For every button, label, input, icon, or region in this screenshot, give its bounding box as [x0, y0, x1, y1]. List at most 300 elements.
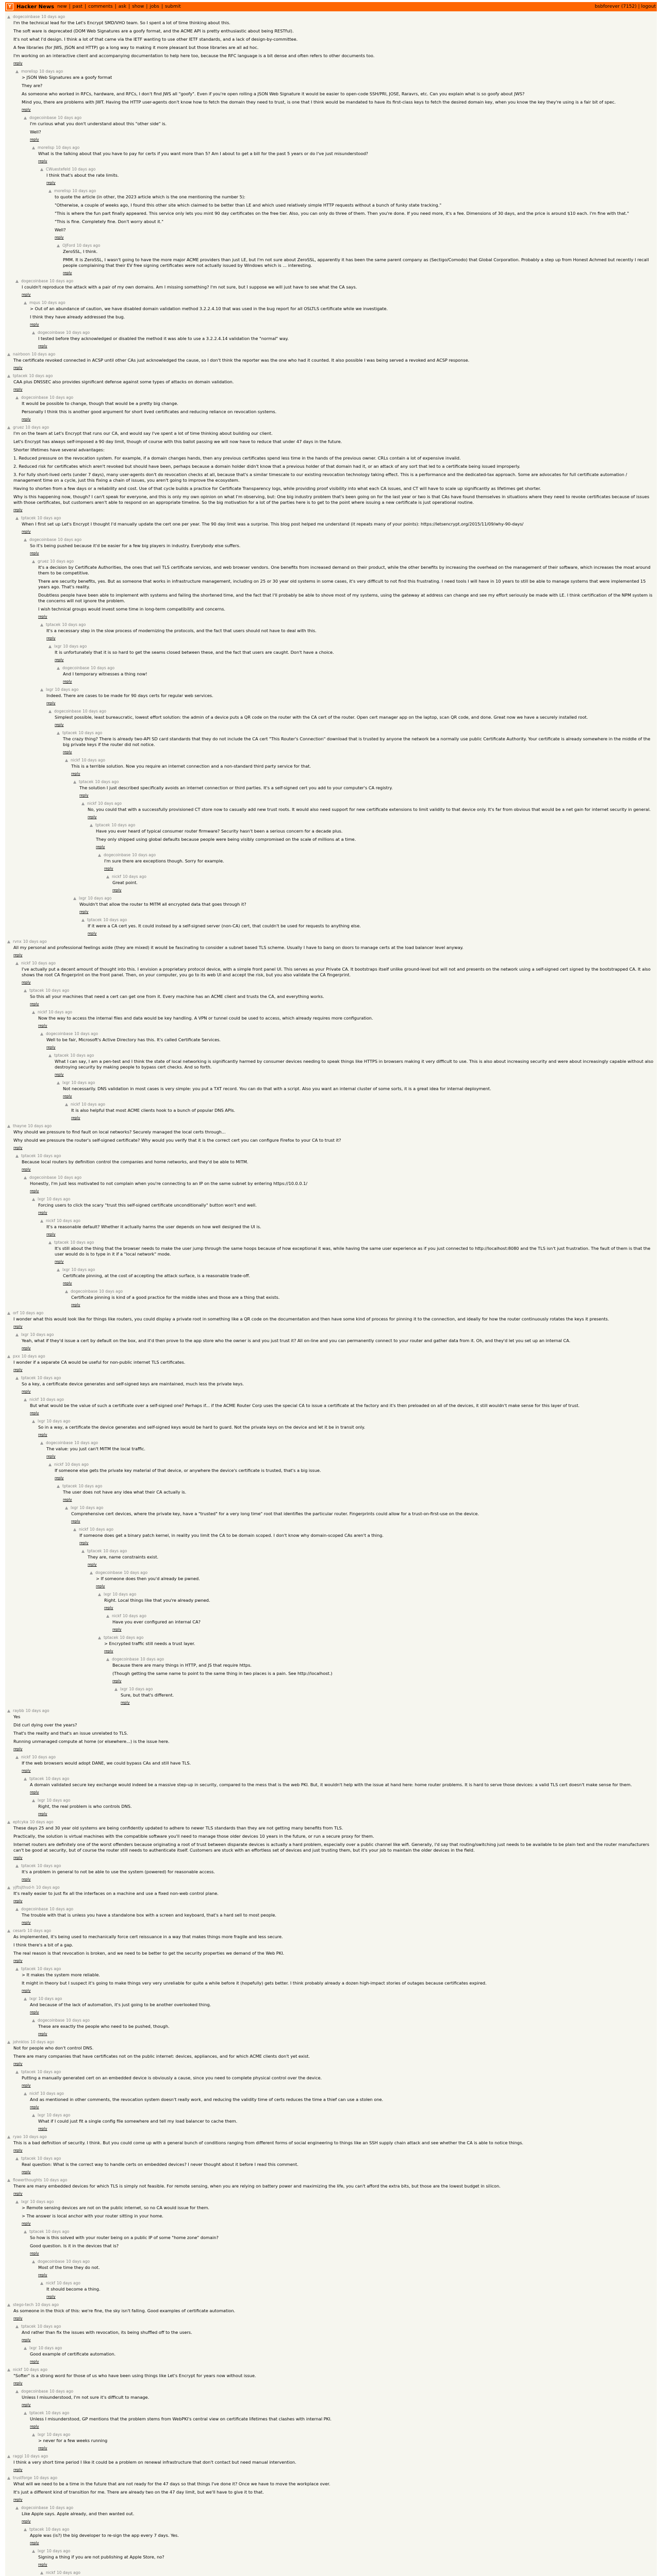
upvote-arrow-icon[interactable]: [24, 1176, 27, 1179]
reply-link[interactable]: reply: [88, 1563, 97, 1567]
comment-user[interactable]: mqus: [29, 300, 40, 305]
reply-link[interactable]: reply: [96, 845, 105, 849]
upvote-arrow-icon[interactable]: [7, 1929, 10, 1933]
upvote-arrow-icon[interactable]: [32, 2550, 35, 2553]
reply-link[interactable]: reply: [30, 2010, 39, 2014]
comment-user[interactable]: lxgr: [38, 2113, 45, 2117]
upvote-arrow-icon[interactable]: [7, 1125, 10, 1128]
comment-age[interactable]: 10 days ago: [55, 687, 79, 692]
comment-user[interactable]: tptacek: [21, 1376, 36, 1380]
comment-age[interactable]: 10 days ago: [50, 559, 74, 564]
reply-link[interactable]: reply: [13, 508, 23, 512]
reply-link[interactable]: reply: [71, 1519, 80, 1523]
comment-user[interactable]: lxgr: [38, 1419, 45, 1423]
upvote-arrow-icon[interactable]: [15, 1968, 19, 1971]
reply-link[interactable]: reply: [104, 1606, 113, 1610]
comment-age[interactable]: 10 days ago: [70, 1053, 94, 1058]
reply-link[interactable]: reply: [38, 1812, 47, 1816]
comment-age[interactable]: 10 days ago: [70, 1240, 94, 1245]
comment-age[interactable]: 10 days ago: [49, 395, 74, 400]
comment-age[interactable]: 10 days ago: [62, 622, 86, 627]
reply-link[interactable]: reply: [13, 61, 23, 65]
upvote-arrow-icon[interactable]: [90, 1571, 93, 1574]
upvote-arrow-icon[interactable]: [15, 517, 19, 520]
comment-age[interactable]: 10 days ago: [21, 1354, 45, 1359]
reply-link[interactable]: reply: [22, 2403, 31, 2407]
upvote-arrow-icon[interactable]: [57, 244, 60, 247]
upvote-arrow-icon[interactable]: [40, 1032, 43, 1036]
comment-user[interactable]: cesarb: [13, 1928, 26, 1933]
comment-age[interactable]: 10 days ago: [64, 1462, 89, 1467]
upvote-arrow-icon[interactable]: [7, 15, 10, 19]
reply-link[interactable]: reply: [46, 2295, 56, 2299]
upvote-arrow-icon[interactable]: [7, 1355, 10, 1358]
upvote-arrow-icon[interactable]: [90, 824, 93, 827]
comment-age[interactable]: 10 days ago: [49, 2389, 74, 2394]
upvote-arrow-icon[interactable]: [40, 623, 43, 626]
comment-age[interactable]: 10 days ago: [25, 425, 49, 430]
comment-user[interactable]: tptacek: [21, 1154, 36, 1158]
upvote-arrow-icon[interactable]: [15, 2200, 19, 2204]
comment-age[interactable]: 10 days ago: [30, 2199, 54, 2204]
reply-link[interactable]: reply: [38, 344, 47, 348]
upvote-arrow-icon[interactable]: [24, 116, 27, 120]
reply-link[interactable]: reply: [46, 636, 56, 640]
comment-user[interactable]: dogecoinbase: [21, 279, 48, 283]
comment-user[interactable]: lxgr: [120, 1687, 128, 1691]
comment-age[interactable]: 10 days ago: [37, 1154, 61, 1158]
upvote-arrow-icon[interactable]: [32, 560, 35, 563]
reply-link[interactable]: reply: [38, 1433, 47, 1437]
reply-link[interactable]: reply: [30, 2251, 39, 2256]
reply-link[interactable]: reply: [30, 138, 39, 142]
comment-user[interactable]: tptacek: [21, 2156, 36, 2161]
upvote-arrow-icon[interactable]: [98, 1636, 101, 1639]
upvote-arrow-icon[interactable]: [7, 940, 10, 943]
comment-user[interactable]: johnklos: [13, 2040, 29, 2044]
comment-user[interactable]: lxgr: [104, 1592, 111, 1597]
comment-age[interactable]: 10 days ago: [124, 1570, 148, 1575]
upvote-arrow-icon[interactable]: [7, 426, 10, 429]
y-logo-icon[interactable]: Y: [6, 3, 13, 10]
reply-link[interactable]: reply: [22, 1989, 31, 1993]
comment-age[interactable]: 10 days ago: [58, 537, 82, 542]
comment-age[interactable]: 10 days ago: [38, 2346, 62, 2350]
upvote-arrow-icon[interactable]: [65, 1103, 68, 1106]
upvote-arrow-icon[interactable]: [15, 396, 19, 399]
comment-user[interactable]: tptacek: [54, 1053, 69, 1058]
reply-link[interactable]: reply: [55, 1073, 64, 1077]
reply-link[interactable]: reply: [121, 1701, 130, 1705]
comment-age[interactable]: 10 days ago: [37, 1863, 61, 1868]
upvote-arrow-icon[interactable]: [15, 2390, 19, 2393]
comment-user[interactable]: dogecoinbase: [13, 14, 40, 19]
comment-user[interactable]: tptacek: [29, 2411, 44, 2415]
upvote-arrow-icon[interactable]: [7, 353, 10, 356]
reply-link[interactable]: reply: [104, 1649, 113, 1653]
reply-link[interactable]: reply: [13, 953, 23, 957]
comment-age[interactable]: 10 days ago: [43, 2178, 68, 2182]
reply-link[interactable]: reply: [13, 2192, 23, 2196]
comment-age[interactable]: 10 days ago: [79, 1505, 104, 1510]
comment-user[interactable]: nairboon: [13, 352, 30, 357]
comment-user[interactable]: tptacek: [29, 2229, 44, 2234]
reply-link[interactable]: reply: [30, 2425, 39, 2429]
upvote-arrow-icon[interactable]: [32, 2260, 35, 2263]
reply-link[interactable]: reply: [38, 1211, 47, 1215]
upvote-arrow-icon[interactable]: [32, 1420, 35, 1423]
reply-link[interactable]: reply: [96, 1584, 105, 1588]
comment-user[interactable]: dogecoinbase: [29, 1175, 57, 1180]
comment-age[interactable]: 10 days ago: [71, 1080, 95, 1085]
nav-ask[interactable]: ask: [118, 4, 127, 9]
comment-age[interactable]: 10 days ago: [46, 2432, 71, 2437]
reply-link[interactable]: reply: [13, 2316, 23, 2320]
comment-age[interactable]: 10 days ago: [66, 2018, 90, 2023]
reply-link[interactable]: reply: [13, 2468, 23, 2472]
comment-user[interactable]: nickf: [29, 2091, 39, 2096]
comment-user[interactable]: nickf: [29, 1397, 39, 1402]
reply-link[interactable]: reply: [38, 159, 47, 163]
comment-user[interactable]: tptacek: [87, 1549, 102, 1553]
reply-link[interactable]: reply: [13, 1146, 23, 1150]
comment-user[interactable]: morelisp: [38, 145, 55, 150]
reply-link[interactable]: reply: [13, 387, 23, 392]
reply-link[interactable]: reply: [13, 1747, 23, 1751]
upvote-arrow-icon[interactable]: [48, 710, 52, 713]
comment-age[interactable]: 10 days ago: [24, 2454, 48, 2459]
upvote-arrow-icon[interactable]: [32, 2433, 35, 2436]
upvote-arrow-icon[interactable]: [40, 2282, 43, 2285]
comment-user[interactable]: lxgr: [38, 1197, 45, 1201]
comment-age[interactable]: 10 days ago: [140, 1657, 164, 1662]
upvote-arrow-icon[interactable]: [24, 2347, 27, 2350]
comment-age[interactable]: 10 days ago: [72, 189, 96, 193]
comment-age[interactable]: 10 days ago: [66, 2259, 90, 2264]
reply-link[interactable]: reply: [104, 867, 113, 871]
comment-user[interactable]: dogecoinbase: [46, 1031, 73, 1036]
upvote-arrow-icon[interactable]: [32, 1011, 35, 1014]
reply-link[interactable]: reply: [22, 980, 31, 985]
reply-link[interactable]: reply: [22, 2338, 31, 2342]
comment-age[interactable]: 10 days ago: [31, 961, 56, 965]
reply-link[interactable]: reply: [88, 815, 97, 819]
comment-age[interactable]: 10 days ago: [78, 731, 103, 735]
nav-past[interactable]: past: [72, 4, 83, 9]
reply-link[interactable]: reply: [55, 723, 64, 727]
reply-link[interactable]: reply: [55, 1260, 64, 1264]
reply-link[interactable]: reply: [63, 750, 72, 754]
upvote-arrow-icon[interactable]: [48, 1054, 52, 1057]
comment-age[interactable]: 10 days ago: [30, 1332, 54, 1337]
comment-user[interactable]: pxx: [13, 1354, 20, 1359]
reply-link[interactable]: reply: [22, 2170, 31, 2174]
upvote-arrow-icon[interactable]: [7, 2455, 10, 2458]
upvote-arrow-icon[interactable]: [15, 1908, 19, 1911]
upvote-arrow-icon[interactable]: [40, 1219, 43, 1223]
upvote-arrow-icon[interactable]: [106, 875, 109, 878]
comment-user[interactable]: tptacek: [87, 918, 102, 922]
upvote-arrow-icon[interactable]: [40, 168, 43, 171]
comment-age[interactable]: 10 days ago: [58, 1175, 82, 1180]
comment-age[interactable]: 10 days ago: [97, 801, 122, 806]
upvote-arrow-icon[interactable]: [48, 645, 52, 648]
comment-user[interactable]: flowerthoughts: [13, 2178, 42, 2182]
comment-age[interactable]: 10 days ago: [103, 918, 127, 922]
reply-link[interactable]: reply: [22, 1389, 31, 1394]
comment-user[interactable]: lxgr: [21, 2199, 29, 2204]
comment-age[interactable]: 10 days ago: [46, 2549, 71, 2553]
comment-age[interactable]: 10 days ago: [45, 2411, 70, 2415]
comment-age[interactable]: 10 days ago: [81, 758, 105, 762]
comment-age[interactable]: 10 days ago: [20, 1311, 44, 1315]
upvote-arrow-icon[interactable]: [7, 2136, 10, 2139]
comment-age[interactable]: 10 days ago: [103, 1549, 127, 1553]
comment-user[interactable]: tptacek: [54, 1240, 69, 1245]
comment-user[interactable]: nickf: [71, 1102, 80, 1107]
comment-user[interactable]: eptcyka: [13, 1820, 28, 1824]
comment-user[interactable]: nickf: [46, 2570, 55, 2575]
upvote-arrow-icon[interactable]: [106, 1615, 109, 1618]
reply-link[interactable]: reply: [30, 2541, 39, 2545]
upvote-arrow-icon[interactable]: [24, 1398, 27, 1401]
upvote-arrow-icon[interactable]: [7, 2041, 10, 2044]
upvote-arrow-icon[interactable]: [48, 1463, 52, 1466]
comment-user[interactable]: dogecoinbase: [38, 2259, 65, 2264]
comment-user[interactable]: nickf: [38, 1010, 47, 1014]
upvote-arrow-icon[interactable]: [81, 1550, 85, 1553]
upvote-arrow-icon[interactable]: [24, 989, 27, 992]
reply-link[interactable]: reply: [22, 2083, 31, 2088]
comment-age[interactable]: 10 days ago: [34, 2476, 58, 2480]
reply-link[interactable]: reply: [46, 1454, 56, 1459]
comment-age[interactable]: 10 days ago: [122, 1614, 146, 1618]
comment-user[interactable]: tptacek: [104, 1635, 119, 1640]
reply-link[interactable]: reply: [55, 235, 64, 240]
upvote-arrow-icon[interactable]: [15, 2325, 19, 2328]
comment-age[interactable]: 10 days ago: [78, 1484, 103, 1488]
reply-link[interactable]: reply: [63, 1094, 72, 1098]
upvote-arrow-icon[interactable]: [65, 759, 68, 762]
reply-link[interactable]: reply: [22, 417, 31, 421]
comment-user[interactable]: dogecoinbase: [21, 1907, 48, 1911]
comment-user[interactable]: morelisp: [54, 189, 71, 193]
reply-link[interactable]: reply: [22, 530, 31, 534]
comment-age[interactable]: 10 days ago: [41, 300, 65, 305]
comment-user[interactable]: nickf: [46, 2281, 55, 2285]
comment-age[interactable]: 10 days ago: [56, 145, 80, 150]
upvote-arrow-icon[interactable]: [15, 2157, 19, 2160]
logout-link[interactable]: logout: [641, 4, 656, 9]
upvote-arrow-icon[interactable]: [106, 1658, 109, 1661]
comment-age[interactable]: 10 days ago: [46, 1798, 71, 1803]
reply-link[interactable]: reply: [71, 1303, 80, 1307]
comment-age[interactable]: 10 days ago: [31, 1755, 56, 1759]
reply-link[interactable]: reply: [13, 2062, 23, 2066]
upvote-arrow-icon[interactable]: [40, 688, 43, 691]
comment-user[interactable]: dogecoinbase: [54, 709, 81, 714]
comment-user[interactable]: lxgr: [29, 2346, 37, 2350]
comment-user[interactable]: tptacek: [13, 374, 28, 378]
comment-user[interactable]: dogecoinbase: [21, 2389, 48, 2394]
comment-user[interactable]: tptacek: [79, 779, 94, 784]
nav-show[interactable]: show: [132, 4, 144, 9]
reply-link[interactable]: reply: [30, 1189, 39, 1193]
comment-user[interactable]: lxgr: [71, 1505, 78, 1510]
upvote-arrow-icon[interactable]: [32, 2114, 35, 2117]
upvote-arrow-icon[interactable]: [7, 2179, 10, 2182]
comment-age[interactable]: 10 days ago: [31, 352, 56, 357]
comment-user[interactable]: tptacek: [29, 988, 44, 993]
comment-age[interactable]: 10 days ago: [40, 1397, 64, 1402]
upvote-arrow-icon[interactable]: [15, 1377, 19, 1380]
upvote-arrow-icon[interactable]: [15, 1333, 19, 1336]
reply-link[interactable]: reply: [79, 910, 89, 914]
comment-user[interactable]: tptacek: [29, 2527, 44, 2532]
upvote-arrow-icon[interactable]: [48, 1241, 52, 1244]
upvote-arrow-icon[interactable]: [24, 301, 27, 304]
comment-age[interactable]: 10 days ago: [29, 1820, 54, 1824]
comment-user[interactable]: tptacek: [21, 2070, 36, 2074]
reply-link[interactable]: reply: [30, 551, 39, 555]
reply-link[interactable]: reply: [112, 1628, 122, 1632]
comment-user[interactable]: yjftsjthsd-h: [13, 1885, 35, 1890]
comment-age[interactable]: 10 days ago: [40, 2091, 64, 2096]
comment-age[interactable]: 10 days ago: [35, 2302, 59, 2307]
upvote-arrow-icon[interactable]: [98, 854, 101, 857]
upvote-arrow-icon[interactable]: [15, 1865, 19, 1868]
comment-user[interactable]: trustforge: [13, 2476, 32, 2480]
upvote-arrow-icon[interactable]: [7, 1312, 10, 1315]
comment-age[interactable]: 10 days ago: [120, 1635, 144, 1640]
comment-age[interactable]: 10 days ago: [49, 2505, 74, 2510]
comment-user[interactable]: nickf: [112, 874, 121, 879]
comment-age[interactable]: 10 days ago: [46, 2113, 71, 2117]
reply-link[interactable]: reply: [38, 2127, 47, 2131]
comment-user[interactable]: lxgr: [62, 1267, 70, 1272]
comment-age[interactable]: 10 days ago: [45, 1776, 70, 1781]
comment-age[interactable]: 10 days ago: [27, 1928, 52, 1933]
upvote-arrow-icon[interactable]: [15, 2506, 19, 2510]
reply-link[interactable]: reply: [88, 931, 97, 936]
reply-link[interactable]: reply: [30, 1411, 39, 1415]
comment-user[interactable]: rvnx: [13, 939, 22, 944]
reply-link[interactable]: reply: [30, 323, 39, 327]
comment-user[interactable]: dogecoinbase: [21, 395, 48, 400]
comment-age[interactable]: 10 days ago: [37, 1967, 61, 1971]
reply-link[interactable]: reply: [13, 2498, 23, 2502]
reply-link[interactable]: reply: [13, 1325, 23, 1329]
reply-link[interactable]: reply: [63, 1498, 72, 1502]
comment-user[interactable]: lxgr: [46, 687, 54, 692]
reply-link[interactable]: reply: [46, 1045, 56, 1049]
comment-user[interactable]: tptacek: [21, 516, 36, 520]
upvote-arrow-icon[interactable]: [32, 1198, 35, 1201]
reply-link[interactable]: reply: [46, 181, 56, 185]
comment-user[interactable]: dogecoinbase: [29, 115, 57, 120]
comment-user[interactable]: OJFord: [62, 243, 75, 248]
reply-link[interactable]: reply: [13, 1368, 23, 1372]
comment-age[interactable]: 10 days ago: [81, 1102, 105, 1107]
upvote-arrow-icon[interactable]: [57, 732, 60, 735]
reply-link[interactable]: reply: [22, 293, 31, 297]
comment-user[interactable]: tptacek: [21, 1967, 36, 1971]
comment-age[interactable]: 10 days ago: [48, 1010, 72, 1014]
comment-user[interactable]: nickf: [79, 1527, 88, 1532]
comment-user[interactable]: thayne: [13, 1124, 27, 1128]
comment-user[interactable]: tptacek: [46, 622, 61, 627]
comment-user[interactable]: lxgr: [62, 1080, 70, 1085]
comment-user[interactable]: stego-tech: [13, 2302, 34, 2307]
comment-user[interactable]: gruez: [38, 559, 49, 564]
reply-link[interactable]: reply: [13, 366, 23, 370]
reply-link[interactable]: reply: [22, 108, 31, 112]
comment-age[interactable]: 10 days ago: [66, 330, 90, 335]
upvote-arrow-icon[interactable]: [114, 1688, 118, 1691]
comment-user[interactable]: nickf: [87, 801, 96, 806]
comment-age[interactable]: 10 days ago: [95, 779, 119, 784]
upvote-arrow-icon[interactable]: [24, 538, 27, 541]
upvote-arrow-icon[interactable]: [73, 897, 76, 900]
comment-user[interactable]: dogecoinbase: [71, 1289, 98, 1294]
comment-age[interactable]: 10 days ago: [41, 14, 65, 19]
comment-user[interactable]: lxgr: [38, 2432, 45, 2437]
upvote-arrow-icon[interactable]: [57, 1485, 60, 1488]
comment-user[interactable]: CWuestefeld: [46, 167, 71, 172]
comment-age[interactable]: 10 days ago: [46, 1197, 71, 1201]
comment-user[interactable]: orf: [13, 1311, 19, 1315]
comment-user[interactable]: tptacek: [21, 1863, 36, 1868]
comment-age[interactable]: 10 days ago: [91, 666, 115, 670]
reply-link[interactable]: reply: [22, 1921, 31, 1925]
upvote-arrow-icon[interactable]: [57, 1268, 60, 1272]
upvote-arrow-icon[interactable]: [15, 962, 19, 965]
comment-age[interactable]: 10 days ago: [88, 896, 112, 901]
comment-age[interactable]: 10 days ago: [82, 709, 107, 714]
comment-age[interactable]: 10 days ago: [76, 243, 101, 248]
comment-user[interactable]: dogecoinbase: [21, 2505, 48, 2510]
comment-user[interactable]: tptacek: [62, 1484, 77, 1488]
upvote-arrow-icon[interactable]: [24, 1997, 27, 2001]
comment-user[interactable]: tptacek: [62, 731, 77, 735]
reply-link[interactable]: reply: [55, 1476, 64, 1480]
comment-age[interactable]: 10 days ago: [38, 1996, 62, 2001]
comment-user[interactable]: tptacek: [21, 2324, 36, 2329]
comment-age[interactable]: 10 days ago: [25, 1708, 49, 1713]
reply-link[interactable]: reply: [46, 1232, 56, 1236]
reply-link[interactable]: reply: [112, 888, 122, 892]
comment-user[interactable]: dogecoinbase: [112, 1657, 139, 1662]
comment-age[interactable]: 10 days ago: [129, 1687, 153, 1691]
upvote-arrow-icon[interactable]: [15, 2071, 19, 2074]
comment-age[interactable]: 10 days ago: [74, 1440, 98, 1445]
comment-user[interactable]: lxgr: [38, 1798, 45, 1803]
reply-link[interactable]: reply: [13, 1959, 23, 1963]
upvote-arrow-icon[interactable]: [57, 667, 60, 670]
comment-user[interactable]: nickf: [21, 1755, 30, 1759]
comment-age[interactable]: 10 days ago: [39, 69, 63, 74]
comment-user[interactable]: lxgr: [54, 644, 62, 649]
upvote-arrow-icon[interactable]: [24, 1777, 27, 1781]
upvote-arrow-icon[interactable]: [7, 1886, 10, 1889]
comment-age[interactable]: 10 days ago: [23, 939, 47, 944]
reply-link[interactable]: reply: [22, 1167, 31, 1172]
reply-link[interactable]: reply: [55, 658, 64, 662]
comment-age[interactable]: 10 days ago: [72, 167, 96, 172]
comment-age[interactable]: 10 days ago: [23, 2367, 47, 2372]
comment-user[interactable]: dogecoinbase: [104, 853, 131, 857]
reply-link[interactable]: reply: [30, 1790, 39, 1794]
